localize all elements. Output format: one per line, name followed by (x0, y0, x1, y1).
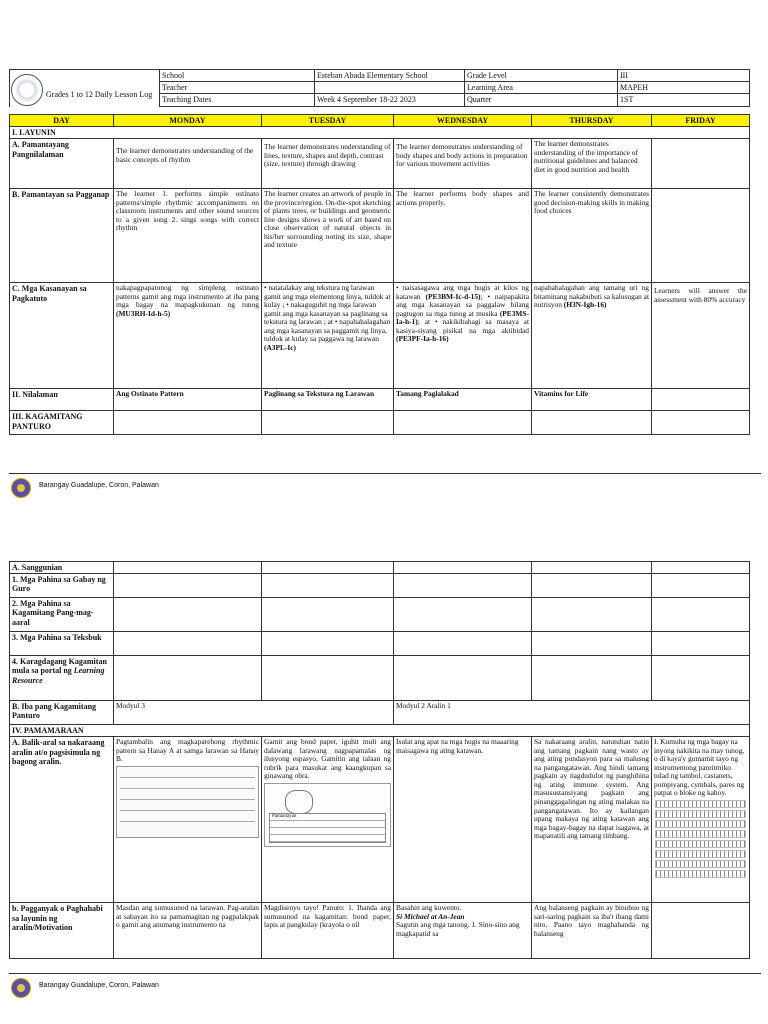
deped-seal-icon (11, 478, 31, 498)
rhythm-matching-worksheet-image (116, 766, 259, 838)
cell-sang-thu (532, 562, 652, 574)
cell-b-monday: The learner 1. performs simple ostinato patterns/simple rhythmic accompaniments on classroom instruments and other sound sources to a given song 2. sings songs with correct rhythm (114, 189, 262, 283)
c-wednesday-text-2: ; • naipapakita ang mga kasanayan sa paggalaw bilang pagtugon sa mga tunog at musika (396, 291, 529, 318)
c-wednesday-code-1: (PE3BM-Ic-d-15) (425, 291, 481, 301)
friday-header: FRIDAY (652, 115, 750, 127)
row-label-nilalaman: II. Nilalaman (10, 389, 114, 411)
tuesday-header: TUESDAY (262, 115, 394, 127)
cell-a-monday: The learner demonstrates understanding of the basic concepts of rhythm (114, 139, 262, 189)
c-monday-text: nakapagpapatunog ng simpleng ostinato patterns gamit ang mga instrumento at iba pang mga bagay na mapagkukunan ng tunog (116, 283, 259, 310)
grade-value: III (618, 70, 750, 82)
cell-r2-fri (652, 598, 750, 632)
footer-page-1 (9, 473, 761, 500)
cell-r1-wed (394, 574, 532, 598)
cell-b-tuesday: The learner creates an artwork of people in the province/region. On-the-spot sketching of plants trees, or buildings and geometric line designs shows a work of art based on close observation of natural objects in his/her surrounding noting its size, shape and texture (262, 189, 394, 283)
cell-nilalaman-thursday: Vitamins for Life (532, 389, 652, 411)
cell-a-wednesday: The learner demonstrates understanding of body shapes and body actions in preparation for various movement activities (394, 139, 532, 189)
cell-nilalaman-wednesday: Tamang Paglalakad (394, 389, 532, 411)
cell-pagganyak-friday (652, 903, 750, 959)
area-value: MAPEH (618, 82, 750, 94)
pagganyak-wed-1: Basahin ang kuwento. (396, 903, 462, 913)
r4-text: 4. Karagdagang Kagamitan mula sa portal ng (12, 657, 107, 676)
cell-r4-wed (394, 656, 532, 701)
cell-modyul-2: Modyul 2 Aralin 1 (394, 701, 750, 725)
c-tuesday-code: (A3PL-Ic) (264, 342, 297, 352)
wednesday-header: WEDNESDAY (394, 115, 532, 127)
footer-address: Barangay Guadalupe, Coron, Palawan (39, 982, 159, 989)
cell-c-wednesday (394, 283, 532, 389)
c-wednesday-code-2: (PE3MS-Ia-h-1) (396, 308, 529, 327)
cell-r2-tue (262, 598, 394, 632)
row-label-sanggunian: A. Sanggunian (10, 562, 114, 574)
balik-friday-text: I. Kumuha ng mga bagay na inyong nakikita na may tunog, o di kaya'y gumamit tayo ng instrumentong panritmiko tulad ng tambol, castanets, pompiyang, cymbals, pares ng patpat o bloke ng kahoy. (654, 737, 745, 798)
cell-balik-friday (652, 737, 750, 903)
cell-r1-thu (532, 574, 652, 598)
cell-r4-tue (262, 656, 394, 701)
cell-kag-monday (114, 411, 262, 435)
c-thursday-code: (H3N-Igh-16) (563, 300, 607, 310)
dates-label: Teaching Dates (160, 94, 315, 107)
rubric-drawing-image (264, 783, 391, 847)
c-tuesday-text-3: at • napahahalagahan ang mga kasanayan sa paggamit ng linya, tuldok at kulay sa paggawa ng larawan (264, 317, 391, 344)
row-label-balik-aral: A. Balik-aral sa nakaraang aralin at/o pagsisimula ng bagong aralin. (10, 737, 114, 903)
cell-r3-fri (652, 632, 750, 656)
cell-c-monday (114, 283, 262, 389)
cell-sang-fri (652, 562, 750, 574)
r4-learning-resource: Learning Resource (12, 666, 105, 685)
cell-pagganyak-thursday: Ang balanseng pagkain ay binubuo ng sari-saring pagkain sa iba't ibang dami nito. Paano tayo maghahanda ng balanseng (532, 903, 652, 959)
cell-r3-thu (532, 632, 652, 656)
day-header: DAY (10, 115, 114, 127)
c-tuesday-text-1: • natatalakay ang tekstura ng larawan gamit ang mga elementong linya, tuldok at kulay ; (264, 283, 391, 310)
quarter-value: 1ST (618, 94, 750, 107)
row-label-gabay-ng-guro: 1. Mga Pahina sa Gabay ng Guro (10, 574, 114, 598)
header-table (9, 69, 750, 107)
cell-a-thursday: The learner demonstrates understanding of the importance of nutritional guidelines and balanced diet in good nutrition and health (532, 139, 652, 189)
cell-r2-wed (394, 598, 532, 632)
story-title: Si Michael at An-Jean (396, 911, 465, 921)
balik-monday-text: Pagtambalin ang magkaparehong rhythmic pattern sa Hanay A at samga larawan sa Hanay B. (116, 737, 259, 764)
cell-kag-thursday (532, 411, 652, 435)
procedures-table (9, 561, 750, 959)
grade-label: Grade Level (465, 70, 618, 82)
cell-r1-tue (262, 574, 394, 598)
school-label: School (160, 70, 315, 82)
cell-r1-fri (652, 574, 750, 598)
cell-balik-wednesday: Isulat ang apat na mga hugis na maaaring maisagawa ng ating katawan. (394, 737, 532, 903)
row-label-pamantayan-sa-pagganap: B. Pamantayan sa Pagganap (10, 189, 114, 283)
cell-balik-thursday: Sa nakaraang aralin, natutuhan natin ang tamang pagkain nang wasto ay ang ating pundasyon para sa malusog na pangangatawan. Ang hindi tamang pagkain ay nagdudulot ng panghihina ng ating immune system. Ang masusustansiyang pagkain ang pinanggagalingan ng ating malakas na pangangatawan. Ito ay kailangan upang makaya ng ating katawan ang mga bagay-bagay na dapat isagawa, at mapanatili ang tamang timbang. (532, 737, 652, 903)
area-label: Learning Area (465, 82, 618, 94)
c-thursday-text: napahahalagahan ang tamang uri ng bitaminang nakabubuti sa kalusugan at nutrisyon (534, 283, 649, 310)
cell-b-wednesday: The learner performs body shapes and actions properly. (394, 189, 532, 283)
balik-tuesday-text: Gamit ang bond paper, iguhit muli ang dalawang larawang nagpapamalas ng ilusyong espasyo. Gamitin ang talaan ng rubrik para masukat ang kaangkupan sa ginawang obra. (264, 737, 391, 781)
cell-r4-mon (114, 656, 262, 701)
cell-b-friday (652, 189, 750, 283)
cell-sang-mon (114, 562, 262, 574)
cell-balik-tuesday (262, 737, 394, 903)
cell-nilalaman-monday: Ang Ostinato Pattern (114, 389, 262, 411)
lesson-log-title: Grades 1 to 12 Daily Lesson Log (10, 70, 160, 107)
cell-sang-tue (262, 562, 394, 574)
pagganyak-wed-3: Sagutin ang mga tanong. 1. Sino-sino ang magkapatid sa (396, 920, 520, 938)
cell-pagganyak-wednesday (394, 903, 532, 959)
c-monday-code: (MU3RH-Id-h-5) (116, 308, 171, 318)
objectives-table (9, 114, 750, 435)
cell-modyul-3: Modyul 3 (114, 701, 394, 725)
layunin-heading: I. LAYUNIN (10, 127, 750, 139)
row-label-karagdagang-kagamitan (10, 656, 114, 701)
quarter-label: Quarter (465, 94, 618, 107)
cell-r1-mon (114, 574, 262, 598)
cell-nilalaman-tuesday: Paglinang sa Tekstura ng Larawan (262, 389, 394, 411)
rhythm-pattern-strips-image (654, 800, 747, 878)
c-wednesday-text-3: ; at • nakikibahagi sa masaya at kasiya-siyang pisikal na mga aktibidad (396, 317, 529, 335)
rubric-header: Pamantayan (270, 814, 385, 821)
thursday-header: THURSDAY (532, 115, 652, 127)
cell-sang-wed (394, 562, 532, 574)
cell-c-friday: Learners will answer the assessment with 80% accuracy (652, 283, 750, 389)
row-label-kasanayan-sa-pagkatuto: C. Mga Kasanayan sa Pagkatuto (10, 283, 114, 389)
row-label-pagganyak: b. Pagganyak o Paghahabi sa layunin ng aralin/Motivation (10, 903, 114, 959)
cell-balik-monday (114, 737, 262, 903)
row-label-pamantayang-pangnilalaman: A. Pamantayang Pangnilalaman (10, 139, 114, 189)
teacher-value (315, 82, 465, 94)
cell-kag-tuesday (262, 411, 394, 435)
cell-c-thursday (532, 283, 652, 389)
cell-r4-fri (652, 656, 750, 701)
teacher-label: Teacher (160, 82, 315, 94)
cell-kag-wednesday (394, 411, 532, 435)
dates-value: Week 4 September 18-22 2023 (315, 94, 465, 107)
cell-a-friday (652, 139, 750, 189)
cell-r3-tue (262, 632, 394, 656)
cell-pagganyak-monday: Masdan ang sumusunod na larawan. Pag-aralan at sabayan ito sa pamamagitan ng pagpalakpak o gamit ang anumang instrumento na (114, 903, 262, 959)
cell-r3-wed (394, 632, 532, 656)
cell-b-thursday: The learner consistently demonstrates good decision-making skills in making food choices (532, 189, 652, 283)
monday-header: MONDAY (114, 115, 262, 127)
cell-nilalaman-friday (652, 389, 750, 411)
cell-r2-mon (114, 598, 262, 632)
footer-page-2 (9, 973, 761, 1000)
footer-address: Barangay Guadalupe, Coron, Palawan (39, 482, 159, 489)
cell-pagganyak-tuesday: Magdisenyo tayo! Panuto: 1. Ihanda ang sumusunod na kagamitan: bond paper, lapis at pangkulay (krayola o oil (262, 903, 394, 959)
drawing-sketch-icon (285, 790, 313, 814)
row-label-kagamitang-panturo: III. KAGAMITANG PANTURO (10, 411, 114, 435)
cell-r4-thu (532, 656, 652, 701)
cell-kag-friday (652, 411, 750, 435)
pamamaraan-heading: IV. PAMAMARAAN (10, 725, 750, 737)
school-value: Esteban Abada Elementary School (315, 70, 465, 82)
c-wednesday-code-3: (PE3PF-Ia-h-16) (396, 334, 449, 344)
cell-r3-mon (114, 632, 262, 656)
rubric-table (269, 813, 386, 843)
cell-c-tuesday (262, 283, 394, 389)
cell-r2-thu (532, 598, 652, 632)
row-label-iba-pang-kagamitan: B. Iba pang Kagamitang Panturo (10, 701, 114, 725)
cell-a-tuesday: The learner demonstrates understanding of lines, texture, shapes and depth, contrast (size, texture) through drawing (262, 139, 394, 189)
deped-seal-icon (11, 978, 31, 998)
row-label-teksbuk: 3. Mga Pahina sa Teksbuk (10, 632, 114, 656)
row-label-kagamitang-pang-mag-aaral: 2. Mga Pahina sa Kagamitang Pang-mag-aaral (10, 598, 114, 632)
c-tuesday-text-2: • nakaguguhit ng mga larawan gamit ang mga kasanayan sa paglinang sa tekstura ng larawan ; (264, 300, 388, 327)
c-wednesday-text-1: • naisasagawa ang mga hugis at kilos ng katawan (396, 283, 529, 301)
